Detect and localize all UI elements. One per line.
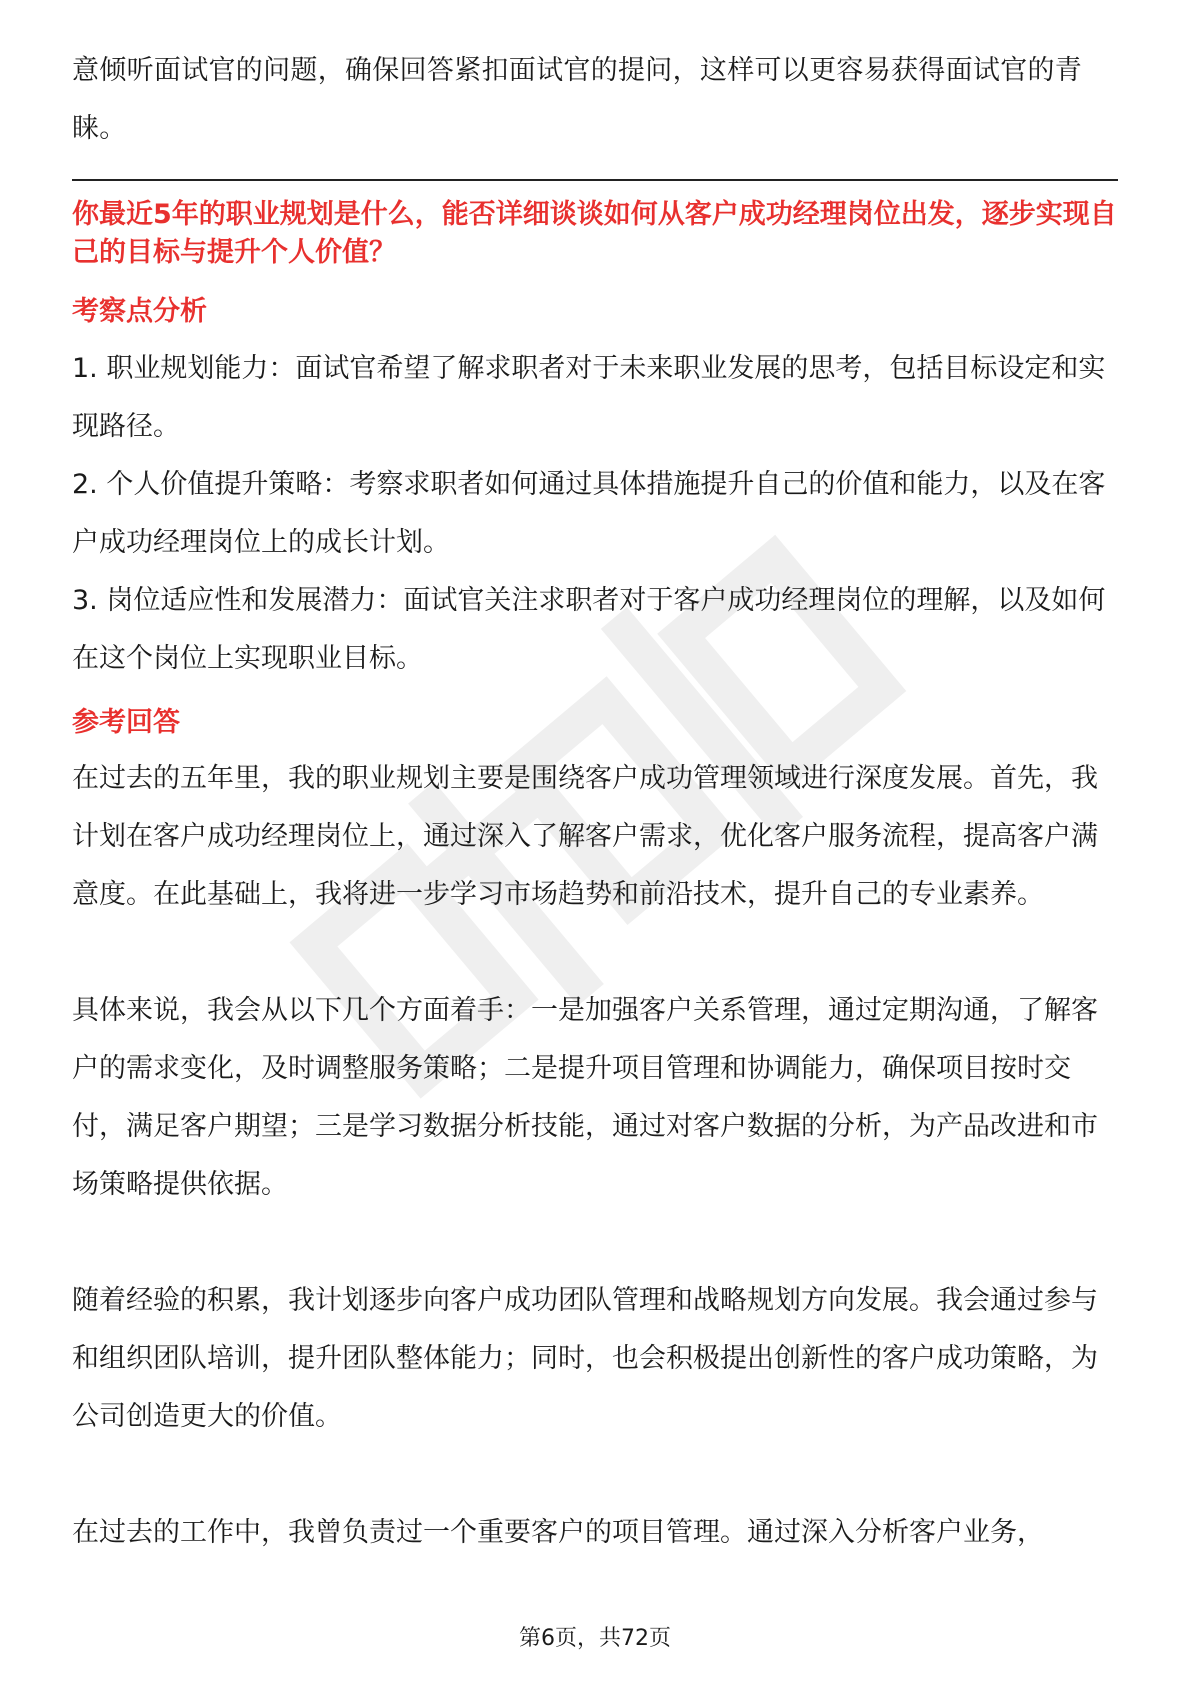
document-page [72,0,1120,1684]
analysis-point: 2. 个人价值提升策略：考察求职者如何通过具体措施提升自己的价值和能力，以及在客户成功经理岗位上的成长计划。 [72,469,1106,558]
interview-question: 你最近5年的职业规划是什么，能否详细谈谈如何从客户成功经理岗位出发，逐步实现自己的目标与提升个人价值？ [72,199,1117,268]
analysis-heading: 考察点分析 [72,296,207,327]
intro-text: 意倾听面试官的问题，确保回答紧扣面试官的提问，这样可以更容易获得面试官的青睐。 [72,55,1083,144]
answer-paragraph: 随着经验的积累，我计划逐步向客户成功团队管理和战略规划方向发展。我会通过参与和组织团队培训，提升团队整体能力；同时，也会积极提出创新性的客户成功策略，为公司创造更大的价值。 [72,1285,1098,1432]
answer-paragraph: 在过去的五年里，我的职业规划主要是围绕客户成功管理领域进行深度发展。首先，我计划在客户成功经理岗位上，通过深入了解客户需求，优化客户服务流程，提高客户满意度。在此基础上，我将进一步学习市场趋势和前沿技术，提升自己的专业素养。 [72,763,1098,910]
page-number: 第6页，共72页 [519,1626,671,1651]
answer-paragraph: 具体来说，我会从以下几个方面着手：一是加强客户关系管理，通过定期沟通，了解客户的需求变化，及时调整服务策略；二是提升项目管理和协调能力，确保项目按时交付，满足客户期望；三是学习数据分析技能，通过对客户数据的分析，为产品改进和市场策略提供依据。 [72,995,1098,1200]
analysis-list [72,340,1118,688]
analysis-point: 3. 岗位适应性和发展潜力：面试官关注求职者对于客户成功经理岗位的理解，以及如何在这个岗位上实现职业目标。 [72,585,1106,674]
answer-heading: 参考回答 [72,707,180,738]
reference-answer [72,750,1118,1620]
answer-paragraph: 在过去的工作中，我曾负责过一个重要客户的项目管理。通过深入分析客户业务， [72,1517,1044,1548]
section-divider [72,179,1118,181]
analysis-point: 1. 职业规划能力：面试官希望了解求职者对于未来职业发展的思考，包括目标设定和实现路径。 [72,353,1106,442]
